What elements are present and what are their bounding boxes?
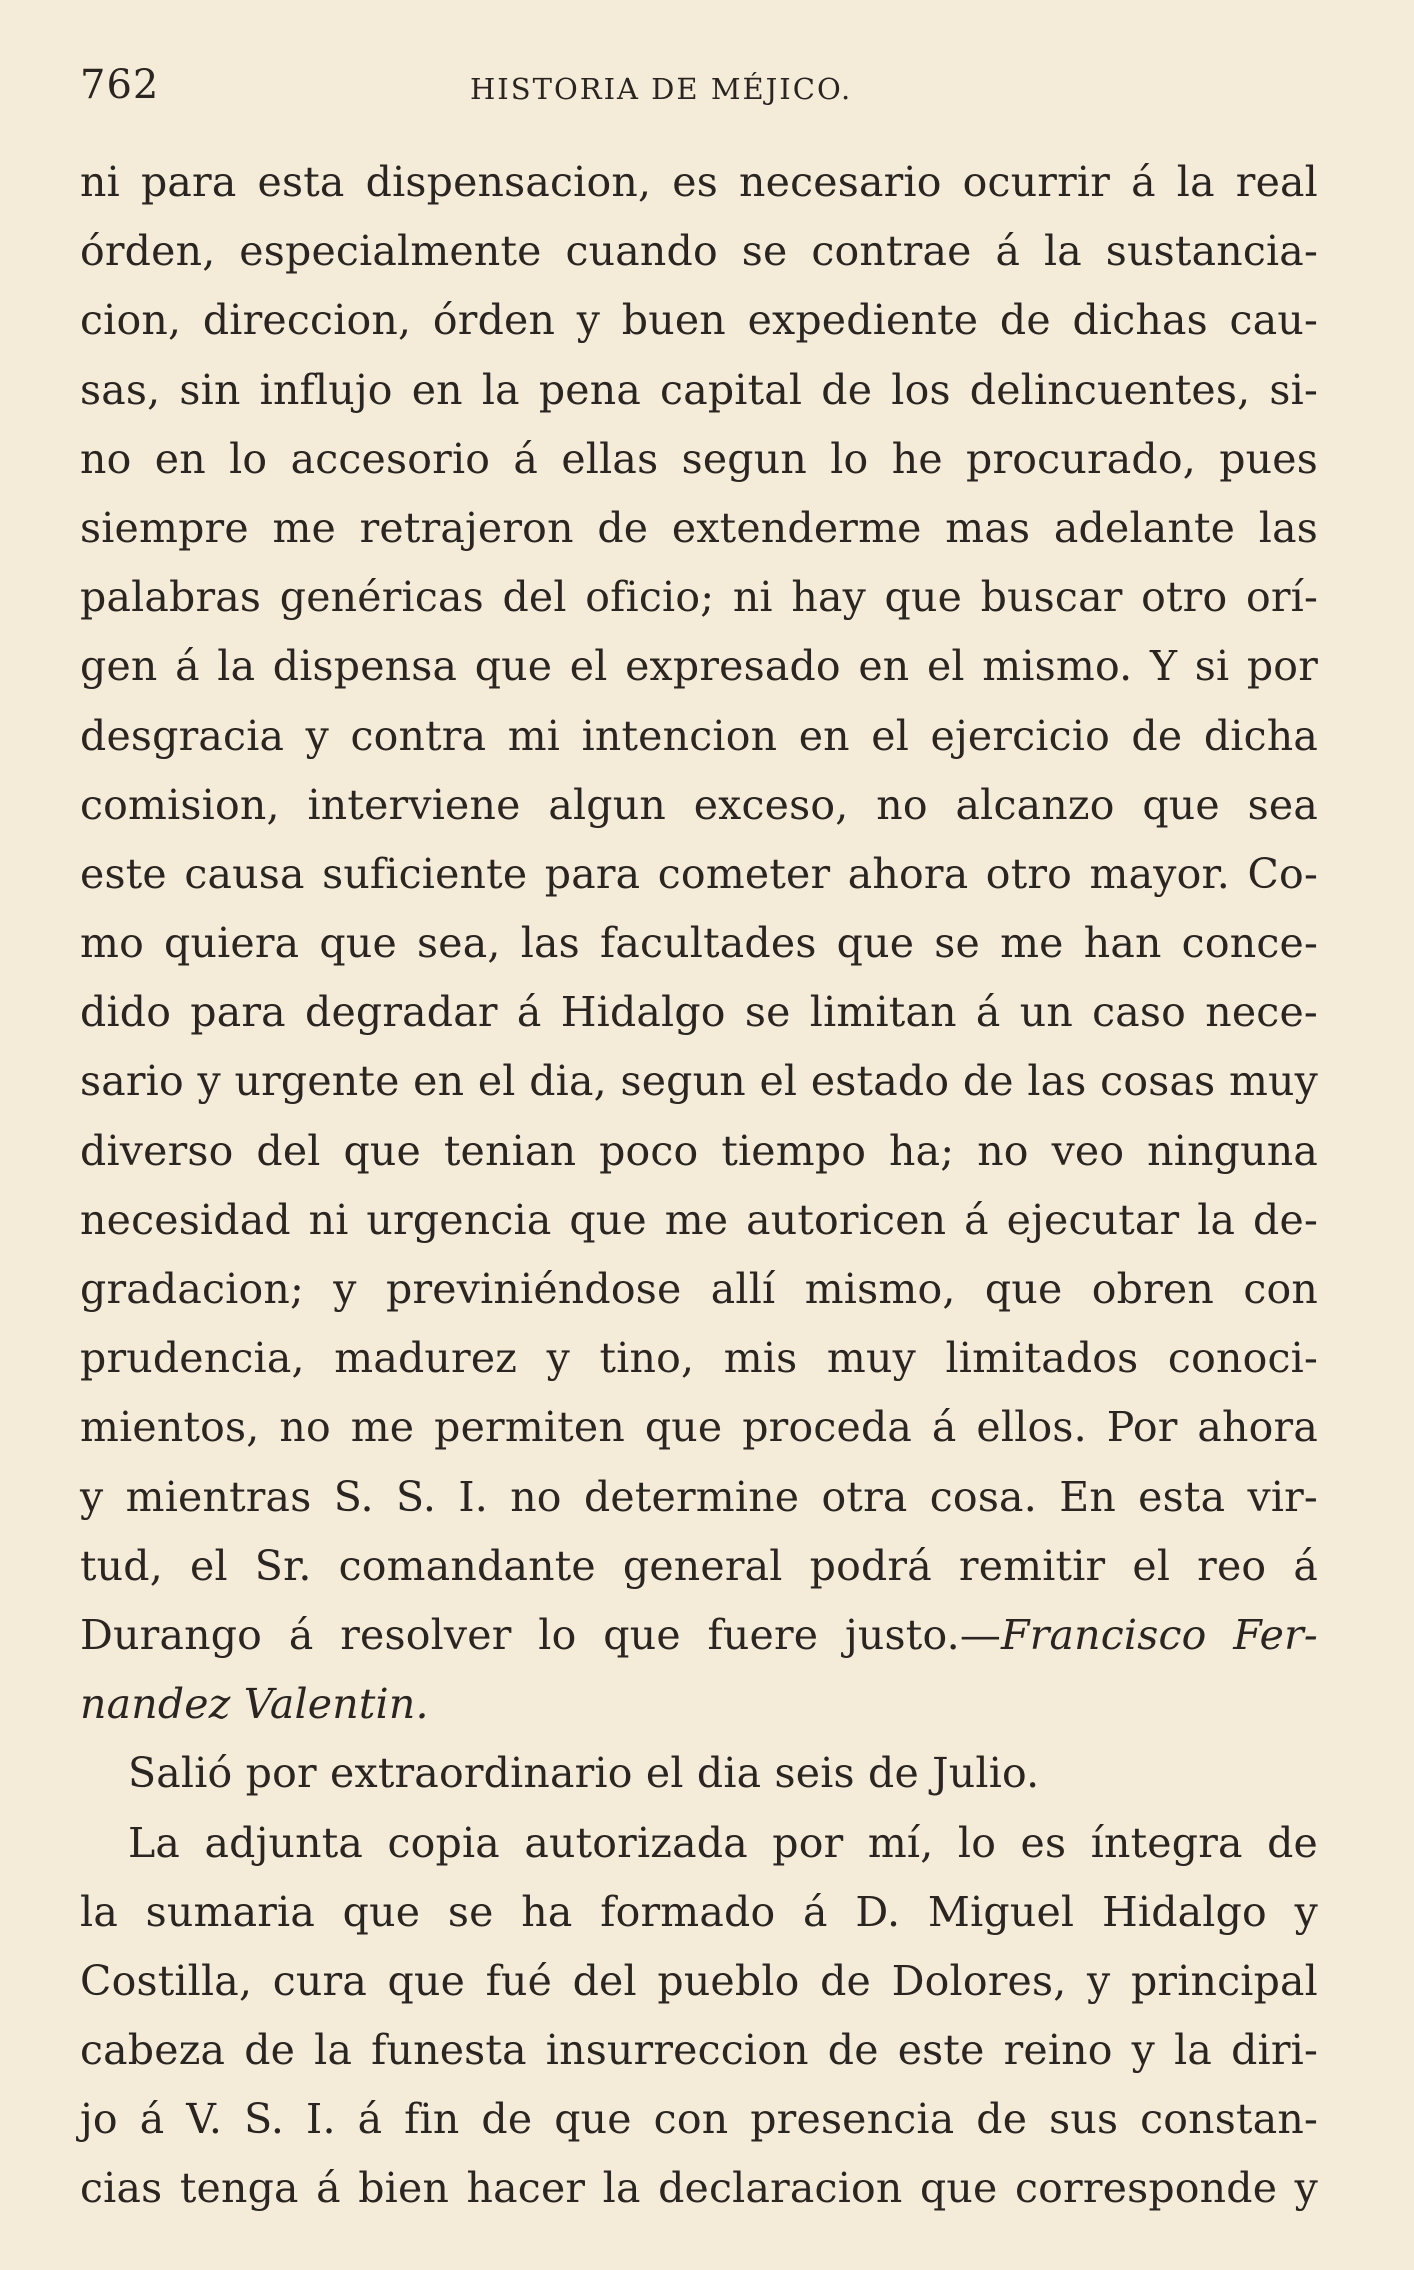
signature-line bbox=[80, 1670, 1318, 1739]
paragraph-first-line: La adjunta copia autorizada por mí, lo es íntegra de bbox=[128, 1818, 1318, 1867]
text-line: siempre me retrajeron de extenderme mas adelante las bbox=[80, 503, 1318, 552]
text-line: y mientras S. S. I. no determine otra cosa. En esta vir- bbox=[80, 1472, 1318, 1521]
text-line: cabeza de la funesta insurreccion de este reino y la diri- bbox=[80, 2026, 1318, 2075]
text-line: órden, especialmente cuando se contrae á la sustancia- bbox=[80, 227, 1318, 276]
text-line: cias tenga á bien hacer la declaracion que corresponde y bbox=[80, 2164, 1318, 2213]
text-segment: Durango á resolver lo que fuere justo.— bbox=[80, 1610, 1002, 1659]
page-header bbox=[70, 62, 1330, 122]
text-line: palabras genéricas del oficio; ni hay que buscar otro orí- bbox=[80, 573, 1318, 622]
paragraph-line: Salió por extraordinario el dia seis de Julio. bbox=[128, 1749, 1040, 1798]
text-line: este causa suficiente para cometer ahora otro mayor. Co- bbox=[80, 849, 1318, 898]
text-line: gradacion; y previniéndose allí mismo, que obren con bbox=[80, 1265, 1318, 1313]
text-line: cion, direccion, órden y buen expediente de dichas cau- bbox=[80, 296, 1318, 345]
body-text bbox=[80, 148, 1318, 2224]
text-line: tud, el Sr. comandante general podrá remitir el reo á bbox=[80, 1541, 1318, 1590]
signature-name: Francisco Fer- bbox=[1001, 1610, 1318, 1659]
page-number: 762 bbox=[80, 62, 160, 108]
text-line-with-signature bbox=[80, 1601, 1318, 1670]
running-title: HISTORIA DE MÉJICO. bbox=[470, 72, 853, 106]
text-line: la sumaria que se ha formado á D. Miguel Hidalgo y bbox=[80, 1887, 1318, 1936]
text-line: no en lo accesorio á ellas segun lo he procurado, pues bbox=[80, 434, 1318, 483]
text-line: comision, interviene algun exceso, no alcanzo que sea bbox=[80, 780, 1318, 829]
text-line: sas, sin influjo en la pena capital de los delincuentes, si- bbox=[80, 365, 1318, 414]
text-line: desgracia y contra mi intencion en el ejercicio de dicha bbox=[80, 711, 1318, 760]
text-line: gen á la dispensa que el expresado en el mismo. Y si por bbox=[80, 642, 1318, 691]
text-line: jo á V. S. I. á fin de que con presencia de sus constan- bbox=[80, 2095, 1318, 2144]
signature-name-continued: nandez Valentin. bbox=[80, 1680, 429, 1729]
text-line: Costilla, cura que fué del pueblo de Dolores, y principal bbox=[80, 1956, 1318, 2005]
text-line: mientos, no me permiten que proceda á ellos. Por ahora bbox=[80, 1403, 1318, 1452]
text-line: diverso del que tenian poco tiempo ha; no veo ninguna bbox=[80, 1126, 1318, 1175]
text-line: sario y urgente en el dia, segun el estado de las cosas muy bbox=[80, 1057, 1318, 1106]
text-line: necesidad ni urgencia que me autoricen á ejecutar la de- bbox=[80, 1195, 1318, 1244]
text-line: prudencia, madurez y tino, mis muy limitados conoci- bbox=[80, 1334, 1318, 1383]
text-line: ni para esta dispensacion, es necesario ocurrir á la real bbox=[80, 158, 1318, 206]
text-line: mo quiera que sea, las facultades que se me han conce- bbox=[80, 919, 1318, 968]
text-line: dido para degradar á Hidalgo se limitan á un caso nece- bbox=[80, 988, 1318, 1037]
